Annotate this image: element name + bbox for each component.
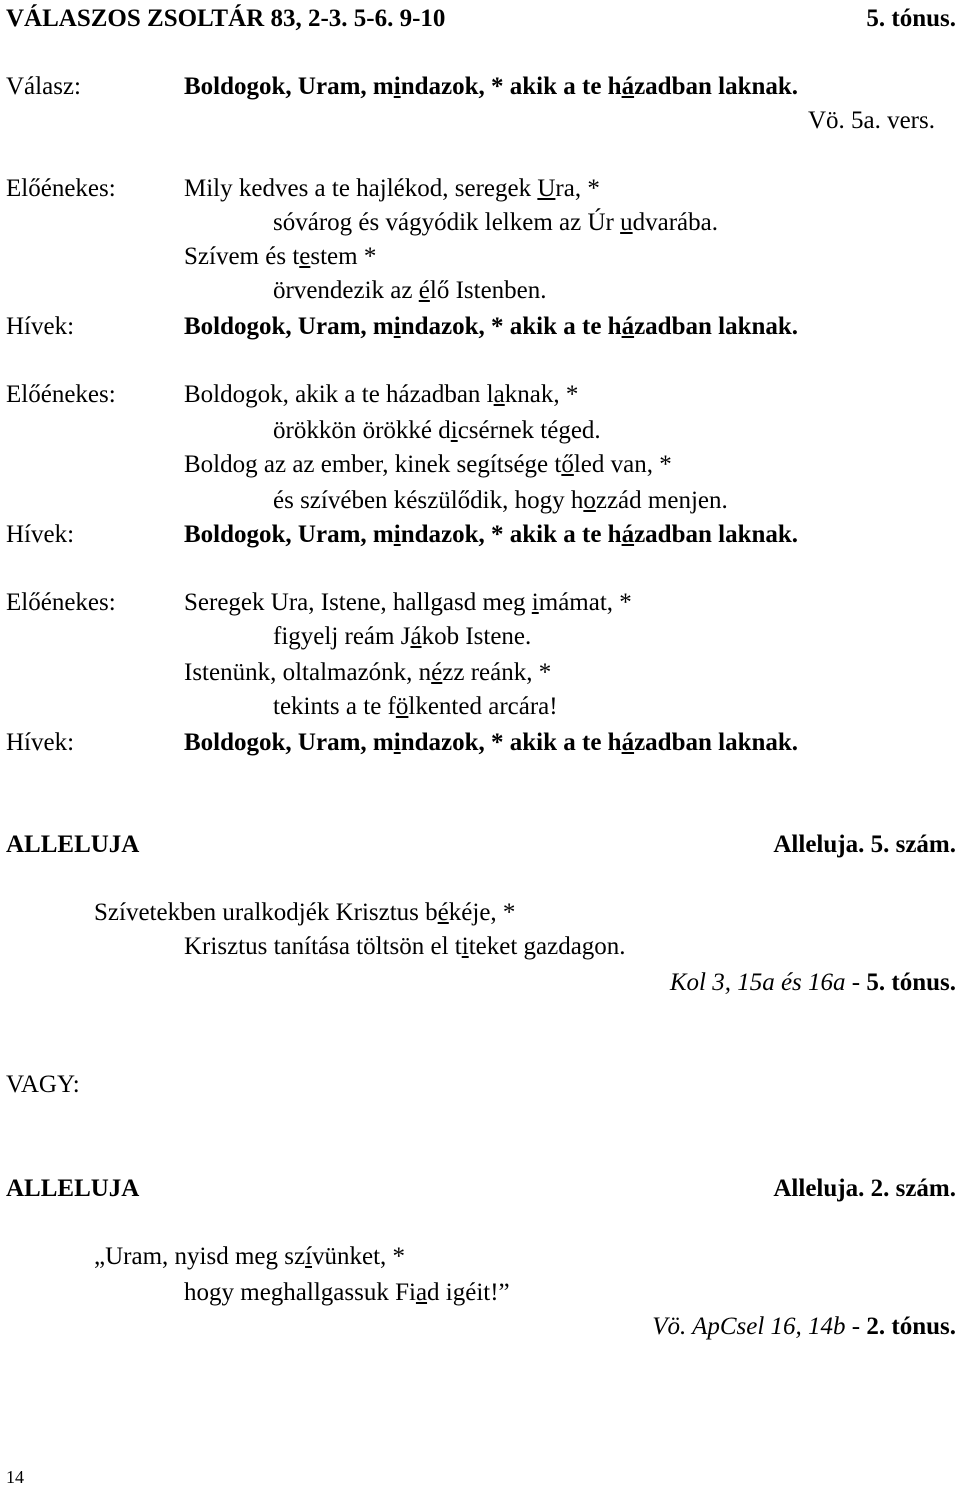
alleluia-heading: ALLELUJA <box>6 831 140 858</box>
alleluia-reference: Vö. ApCsel 16, 14b - 2. tónus. <box>652 1313 956 1340</box>
verse-line: Mily kedves a te hajlékod, seregek Ura, * <box>184 175 600 202</box>
page-number: 14 <box>6 1467 24 1487</box>
alleluia-number: Alleluja. 2. szám. <box>773 1175 956 1202</box>
people-label: Hívek: <box>6 313 75 340</box>
verse-line: figyelj reám Jákob Istene. <box>273 623 532 650</box>
verse-line: Istenünk, oltalmazónk, nézz reánk, * <box>184 659 552 686</box>
verse-line: tekints a te fölkented arcára! <box>273 693 558 720</box>
response-repeat: Boldogok, Uram, mindazok, * akik a te házadban laknak. <box>184 729 799 756</box>
cantor-label: Előénekes: <box>6 589 116 616</box>
psalm-tone: 5. tónus. <box>866 5 956 32</box>
alleluia-verse-line: „Uram, nyisd meg szívünket, * <box>94 1243 406 1270</box>
verse-line: örvendezik az élő Istenben. <box>273 277 547 304</box>
cantor-label: Előénekes: <box>6 381 116 408</box>
alleluia-verse-line: Krisztus tanítása töltsön el titeket gazdagon. <box>184 933 626 960</box>
response-repeat: Boldogok, Uram, mindazok, * akik a te házadban laknak. <box>184 313 799 340</box>
psalm-title: VÁLASZOS ZSOLTÁR 83, 2-3. 5-6. 9-10 <box>6 5 446 32</box>
verse-line: örökkön örökké dicsérnek téged. <box>273 417 601 444</box>
verse-line: Boldog az az ember, kinek segítsége tőled van, * <box>184 451 672 478</box>
or-label: VAGY: <box>6 1071 80 1098</box>
response-text: Boldogok, Uram, mindazok, * akik a te házadban laknak. <box>184 73 799 100</box>
verse-line: Szívem és testem * <box>184 243 377 270</box>
response-label: Válasz: <box>6 73 81 100</box>
alleluia-verse-line: hogy meghallgassuk Fiad igéit!” <box>184 1279 510 1306</box>
verse-line: Seregek Ura, Istene, hallgasd meg imámat, * <box>184 589 632 616</box>
alleluia-verse-line: Szívetekben uralkodjék Krisztus békéje, * <box>94 899 516 926</box>
alleluia-reference: Kol 3, 15a és 16a - 5. tónus. <box>669 969 956 996</box>
response-reference: Vö. 5a. vers. <box>807 107 935 134</box>
people-label: Hívek: <box>6 729 75 756</box>
cantor-label: Előénekes: <box>6 175 116 202</box>
verse-line: és szívében készülődik, hogy hozzád menjen. <box>273 487 728 514</box>
verse-line: Boldogok, akik a te házadban laknak, * <box>184 381 579 408</box>
alleluia-heading: ALLELUJA <box>6 1175 140 1202</box>
people-label: Hívek: <box>6 521 75 548</box>
response-repeat: Boldogok, Uram, mindazok, * akik a te házadban laknak. <box>184 521 799 548</box>
verse-line: sóvárog és vágyódik lelkem az Úr udvarába. <box>273 209 718 236</box>
alleluia-number: Alleluja. 5. szám. <box>773 831 956 858</box>
